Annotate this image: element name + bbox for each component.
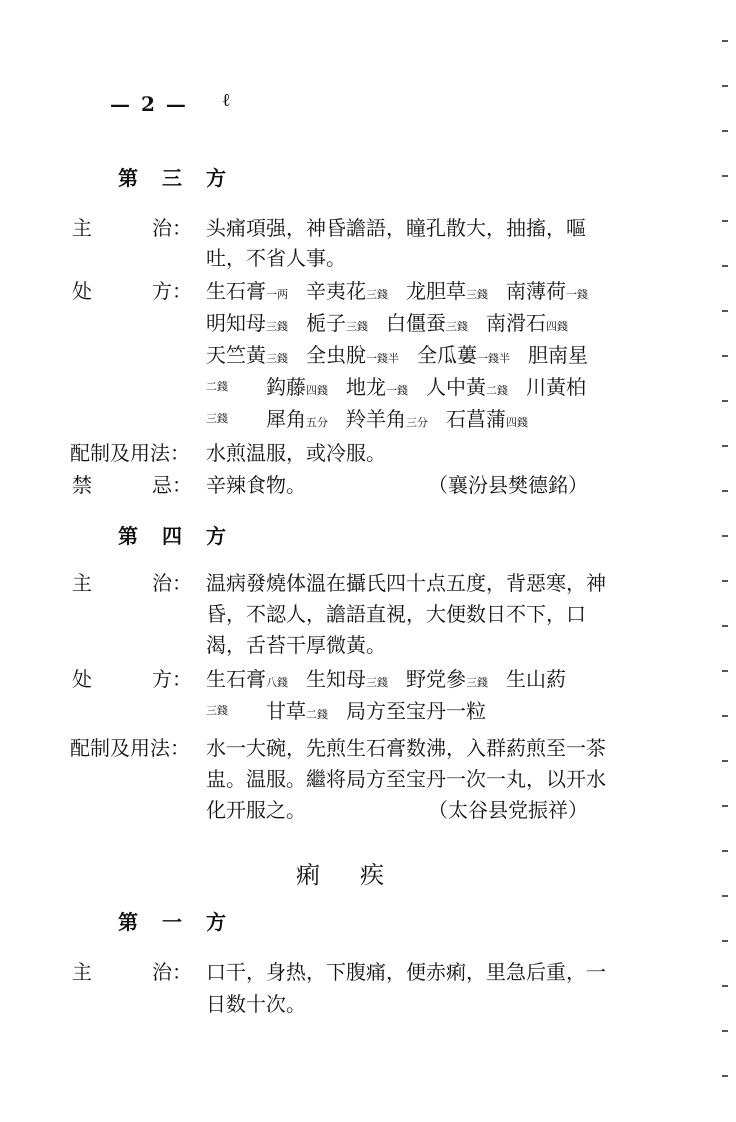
herb-dose: 一两 <box>266 288 288 301</box>
herb-dose: 三錢 <box>366 676 388 689</box>
heading-char: 方 <box>206 166 226 190</box>
edge-tick <box>722 400 728 402</box>
herb-item <box>406 663 488 692</box>
herb-name: 地龙 <box>346 375 386 399</box>
edge-tick <box>722 310 728 312</box>
zhu-label: 主 治： <box>72 216 192 240</box>
herb-dose: 二錢 <box>306 708 328 721</box>
zhu-text-line3: 渴，舌苔干厚微黃。 <box>206 633 386 657</box>
herb-dose: 二錢 <box>486 384 508 397</box>
pei-label: 配制及用法： <box>70 441 190 465</box>
herb-name: 胆南星 <box>528 343 588 367</box>
herb-dose: 三錢 <box>206 412 228 425</box>
herb-name: 龙胆草 <box>406 279 466 303</box>
herb-item <box>266 695 328 724</box>
edge-tick <box>722 850 728 852</box>
section-heading-1 <box>118 906 250 935</box>
herb-item <box>266 371 328 400</box>
herb-dose: 一錢 <box>566 288 588 301</box>
herb-name: 明知母 <box>206 311 266 335</box>
herb-name: 犀角 <box>266 407 306 431</box>
herb-dose: 三錢 <box>466 288 488 301</box>
edge-tick <box>722 625 728 627</box>
herb-name: 生石膏 <box>206 279 266 303</box>
herb-dose: 一錢半 <box>477 352 510 365</box>
herb-item <box>417 339 510 368</box>
edge-tick <box>722 760 728 762</box>
edge-tick <box>722 940 728 942</box>
zhu-text-line1: 头痛項强，神昏譫語，瞳孔散大，抽搐，嘔 <box>206 216 586 240</box>
herb-name: 辛夷花 <box>306 279 366 303</box>
herb-item <box>426 371 508 400</box>
herb-item <box>506 275 588 304</box>
edge-tick <box>722 1030 728 1032</box>
edge-tick <box>722 580 728 582</box>
herb-item <box>206 663 288 692</box>
chu-label: 处 方： <box>72 667 192 691</box>
edge-tick <box>722 220 728 222</box>
heading-char: 方 <box>206 524 226 548</box>
pei-label: 配制及用法： <box>70 736 190 760</box>
herb-dose: 三錢 <box>206 704 228 717</box>
herb-name: 生山葯 <box>506 667 566 691</box>
herb-name: 人中黃 <box>426 375 486 399</box>
herb-item <box>346 695 486 724</box>
herb-item <box>526 371 586 400</box>
edge-tick <box>722 895 728 897</box>
zhu-label: 主 治： <box>72 960 192 984</box>
herb-name: 鈎藤 <box>266 375 306 399</box>
herb-name: 羚羊角 <box>346 407 406 431</box>
herb-name: 全虫脫 <box>306 343 366 367</box>
herb-item <box>486 307 568 336</box>
herb-dose: 三錢 <box>466 676 488 689</box>
herb-name: 生知母 <box>306 667 366 691</box>
herb-name: 南薄荷 <box>506 279 566 303</box>
source-credit: （襄汾县樊德銘） <box>428 473 588 497</box>
heading-char: 四 <box>162 524 182 548</box>
herb-item <box>306 275 388 304</box>
page-number: — 2 — <box>110 92 188 116</box>
heading-char: 第 <box>118 910 138 934</box>
herb-dose: 一錢 <box>386 384 408 397</box>
zhu-text-line2: 日数十次。 <box>206 992 306 1016</box>
heading-char: 方 <box>206 910 226 934</box>
herb-name: 野党參 <box>406 667 466 691</box>
edge-tick <box>722 715 728 717</box>
edge-tick <box>722 985 728 987</box>
herb-dose: 四錢 <box>506 416 528 429</box>
edge-tick <box>722 40 728 42</box>
herb-item <box>528 339 588 368</box>
herb-dose: 一錢半 <box>366 352 399 365</box>
pei-text: 水煎温服，或冷服。 <box>206 441 386 465</box>
herb-item <box>506 663 566 692</box>
herb-dose: 三錢 <box>446 320 468 333</box>
page-mark: ℓ <box>222 90 231 111</box>
edge-tick <box>722 535 728 537</box>
herb-name: 天竺黃 <box>206 343 266 367</box>
herb-item <box>406 275 488 304</box>
herb-item <box>306 663 388 692</box>
pei-text-line1: 水一大碗，先煎生石膏数沸，入群葯煎至一茶 <box>206 736 606 760</box>
edge-tick <box>722 490 728 492</box>
edge-tick <box>722 355 728 357</box>
herb-dose: 三錢 <box>266 352 288 365</box>
zhu-text-line1: 温病發燒体溫在攝氏四十点五度，背惡寒，神 <box>206 571 606 595</box>
herb-dose: 三錢 <box>346 320 368 333</box>
herb-dose: 三錢 <box>266 320 288 333</box>
zhu-text-line2: 吐，不省人事。 <box>206 246 346 270</box>
herb-dose: 三分 <box>406 416 428 429</box>
herb-item <box>206 275 288 304</box>
herb-name: 白僵蚕 <box>386 311 446 335</box>
zhu-text-line1: 口干，身热，下腹痛，便赤痢，里急后重，一 <box>206 960 606 984</box>
herb-dose: 五分 <box>306 416 328 429</box>
herb-item <box>206 371 228 395</box>
section-heading-3 <box>118 162 250 191</box>
herb-item <box>306 339 399 368</box>
edge-tick <box>722 265 728 267</box>
herb-dose: 二錢 <box>206 380 228 393</box>
herb-item <box>266 403 328 432</box>
edge-tick <box>722 175 728 177</box>
herb-dose: 三錢 <box>366 288 388 301</box>
edge-tick <box>722 1075 728 1077</box>
disease-title: 痢疾 <box>296 861 424 889</box>
herb-name: 栀子 <box>306 311 346 335</box>
herb-item <box>206 695 228 719</box>
herb-item <box>206 307 288 336</box>
herb-dose: 八錢 <box>266 676 288 689</box>
section-heading-4 <box>118 520 250 549</box>
jin-label: 禁 忌： <box>72 473 192 497</box>
herb-item <box>206 403 228 427</box>
pei-text-line2: 盅。温服。繼将局方至宝丹一次一丸，以开水 <box>206 767 606 791</box>
zhu-label: 主 治： <box>72 571 192 595</box>
pei-text-line3: 化开服之。 <box>206 798 306 822</box>
zhu-text-line2: 昏，不認人，譫語直視，大便数日不下，口 <box>206 602 586 626</box>
herb-name: 生石膏 <box>206 667 266 691</box>
edge-tick <box>722 805 728 807</box>
edge-tick <box>722 85 728 87</box>
herb-name: 甘草 <box>266 699 306 723</box>
herb-name: 川黃柏 <box>526 375 586 399</box>
edge-tick <box>722 445 728 447</box>
source-credit: （太谷县党振祥） <box>428 798 588 822</box>
heading-char: 一 <box>162 910 182 934</box>
heading-char: 第 <box>118 524 138 548</box>
edge-tick <box>722 670 728 672</box>
heading-char: 三 <box>162 166 182 190</box>
herb-name: 局方至宝丹一粒 <box>346 699 486 723</box>
herb-dose: 四錢 <box>306 384 328 397</box>
herb-name: 石菖蒲 <box>446 407 506 431</box>
herb-item <box>346 403 428 432</box>
chu-label: 处 方： <box>72 279 192 303</box>
herb-name: 南滑石 <box>486 311 546 335</box>
jin-text: 辛辣食物。 <box>206 473 306 497</box>
edge-tick <box>722 130 728 132</box>
herb-item <box>386 307 468 336</box>
herb-item <box>206 339 288 368</box>
herb-name: 全瓜蔞 <box>417 343 477 367</box>
herb-item <box>306 307 368 336</box>
herb-dose: 四錢 <box>546 320 568 333</box>
herb-item <box>346 371 408 400</box>
heading-char: 第 <box>118 166 138 190</box>
herb-item <box>446 403 528 432</box>
